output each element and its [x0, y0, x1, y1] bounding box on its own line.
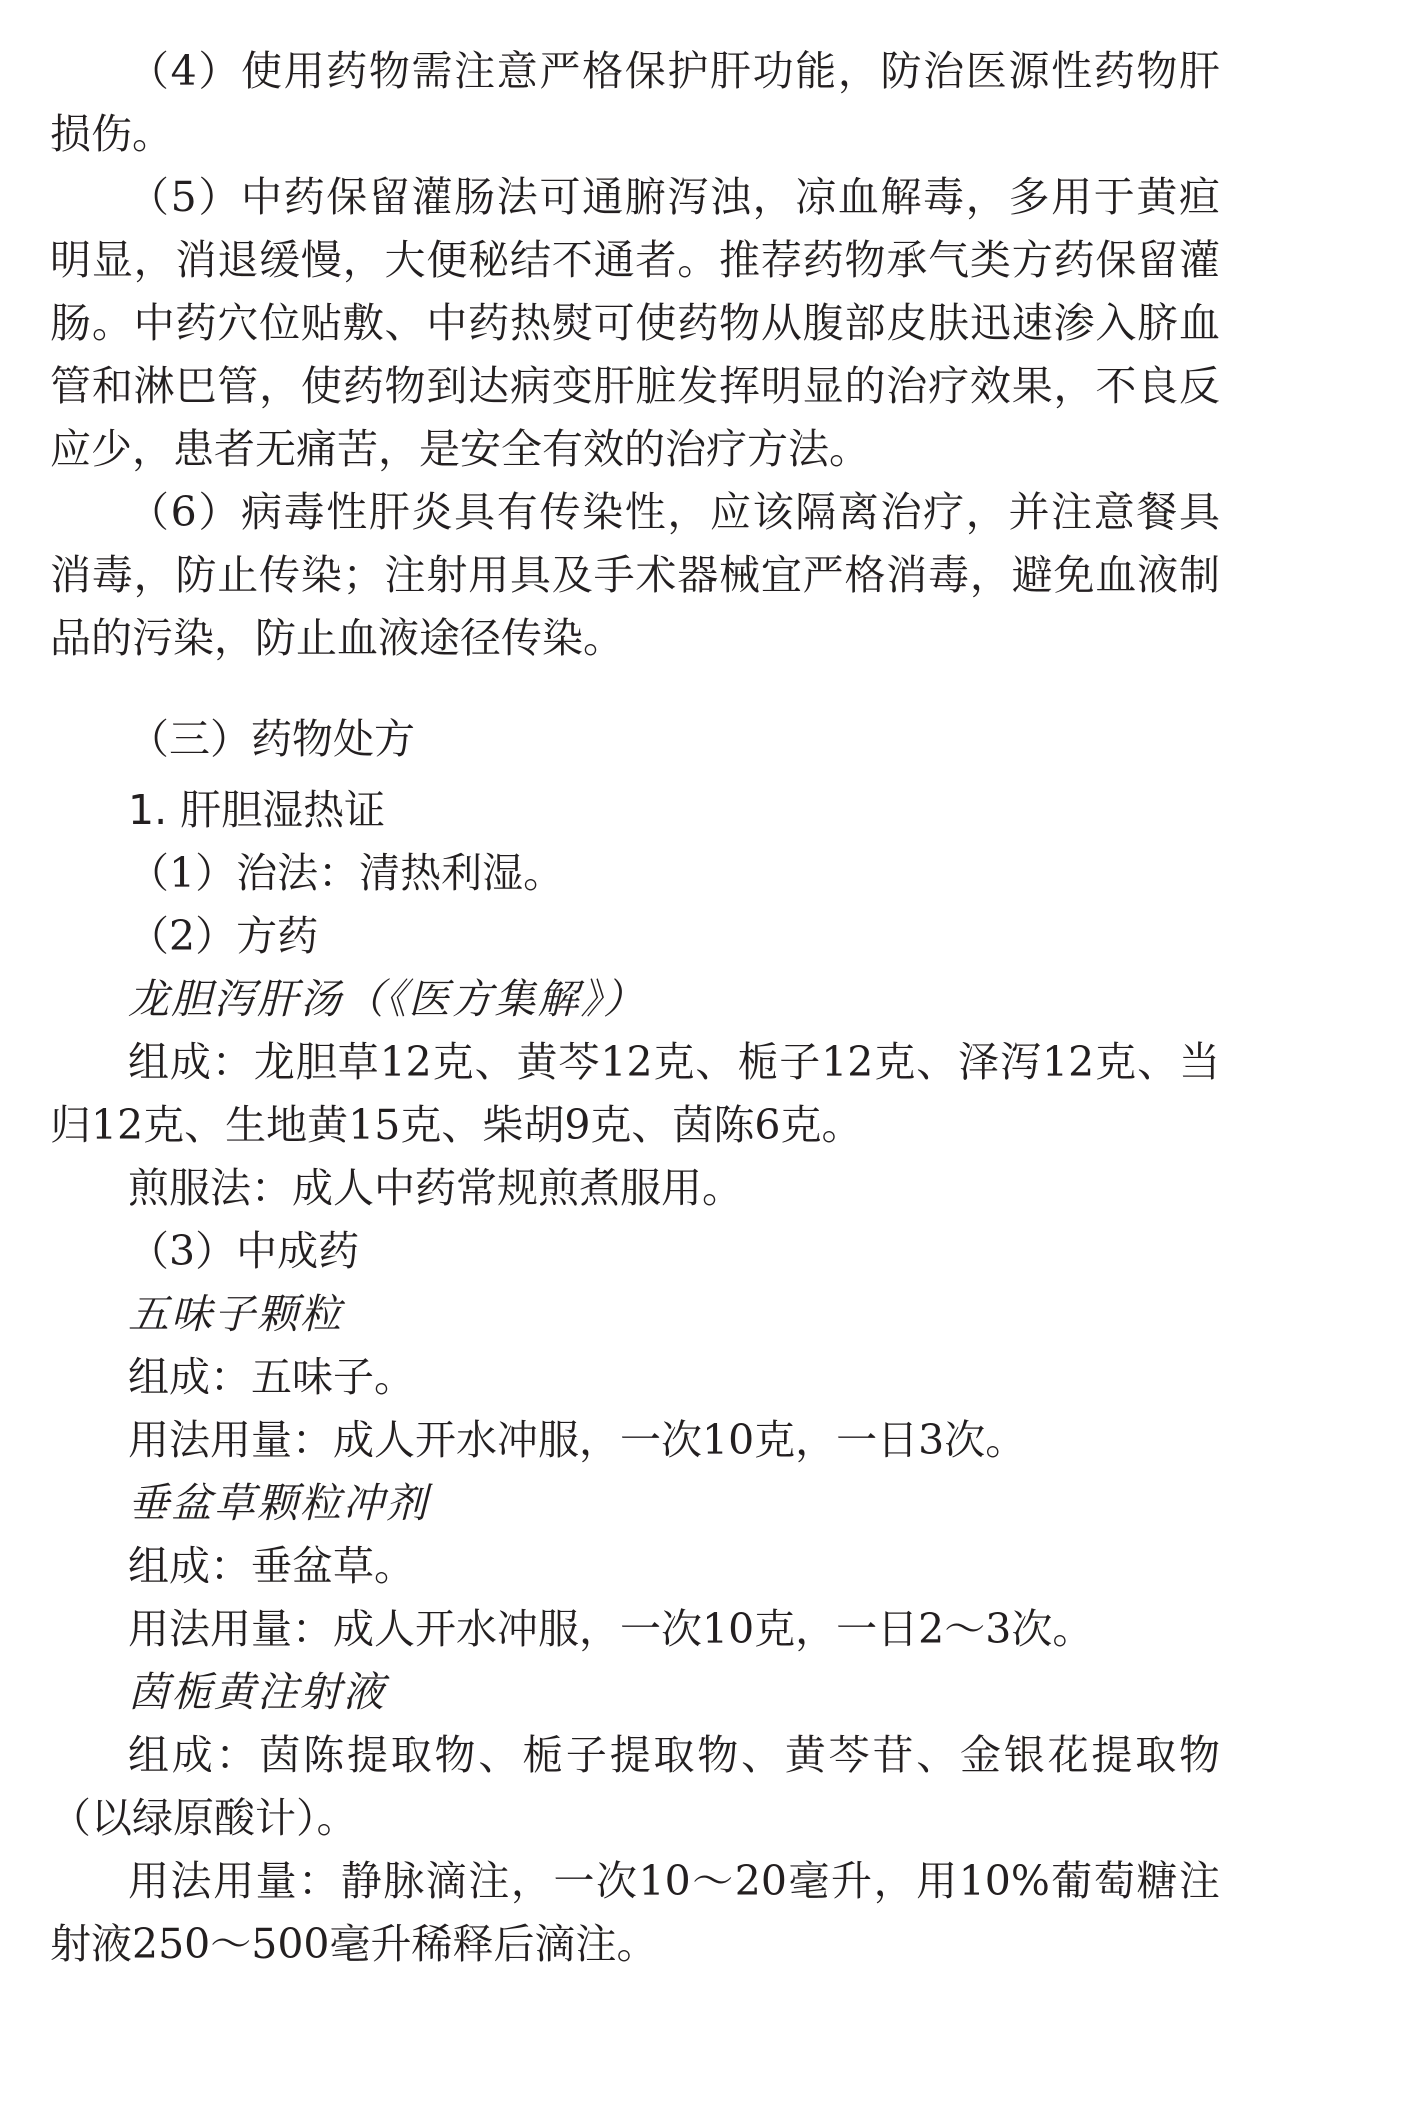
paragraph-item-5: （5）中药保留灌肠法可通腑泻浊，凉血解毒，多用于黄疸明显，消退缓慢，大便秘结不通者。推荐药物承气类方药保留灌肠。中药穴位贴敷、中药热熨可使药物从腹部皮肤迅速渗入脐血管和淋巴管，使药物到达病变肝脏发挥明显的治疗效果，不良反应少，患者无痛苦，是安全有效的治疗方法。 [50, 173, 1220, 473]
prescription-composition: 组成：龙胆草12克、黄芩12克、栀子12克、泽泻12克、当归12克、生地黄15克、柴胡9克、茵陈6克。 [50, 1038, 1220, 1149]
prescription-label: （2）方药 [128, 912, 319, 960]
document-page [50, 40, 1220, 1976]
medicine-composition: 组成：垂盆草。 [128, 1542, 415, 1590]
prescription-name: 龙胆泻肝汤（《医方集解》） [128, 975, 646, 1023]
medicine-usage: 用法用量：成人开水冲服，一次10克，一日3次。 [128, 1416, 1027, 1464]
medicine-composition: 组成：茵陈提取物、栀子提取物、黄芩苷、金银花提取物（以绿原酸计）。 [50, 1731, 1220, 1842]
spacer [50, 771, 1220, 779]
decoction-method: 煎服法：成人中药常规煎煮服用。 [128, 1164, 743, 1212]
subsection-heading: 1. 肝胆湿热证 [128, 786, 386, 834]
spacer [50, 670, 1220, 708]
medicine-name: 垂盆草颗粒冲剂 [128, 1479, 429, 1527]
section-heading: （三）药物处方 [128, 715, 415, 763]
medicine-name: 茵栀黄注射液 [128, 1668, 386, 1716]
treatment-method: （1）治法：清热利湿。 [128, 849, 565, 897]
paragraph-item-6: （6）病毒性肝炎具有传染性，应该隔离治疗，并注意餐具消毒，防止传染；注射用具及手术器械宜严格消毒，避免血液制品的污染，防止血液途径传染。 [50, 488, 1220, 662]
medicine-usage: 用法用量：静脉滴注，一次10～20毫升，用10%葡萄糖注射液250～500毫升稀释后滴注。 [50, 1857, 1220, 1968]
medicine-usage: 用法用量：成人开水冲服，一次10克，一日2～3次。 [128, 1605, 1094, 1653]
medicine-composition: 组成：五味子。 [128, 1353, 415, 1401]
patent-medicine-label: （3）中成药 [128, 1227, 360, 1275]
medicine-name: 五味子颗粒 [128, 1290, 343, 1338]
paragraph-item-4: （4）使用药物需注意严格保护肝功能，防治医源性药物肝损伤。 [50, 47, 1220, 158]
